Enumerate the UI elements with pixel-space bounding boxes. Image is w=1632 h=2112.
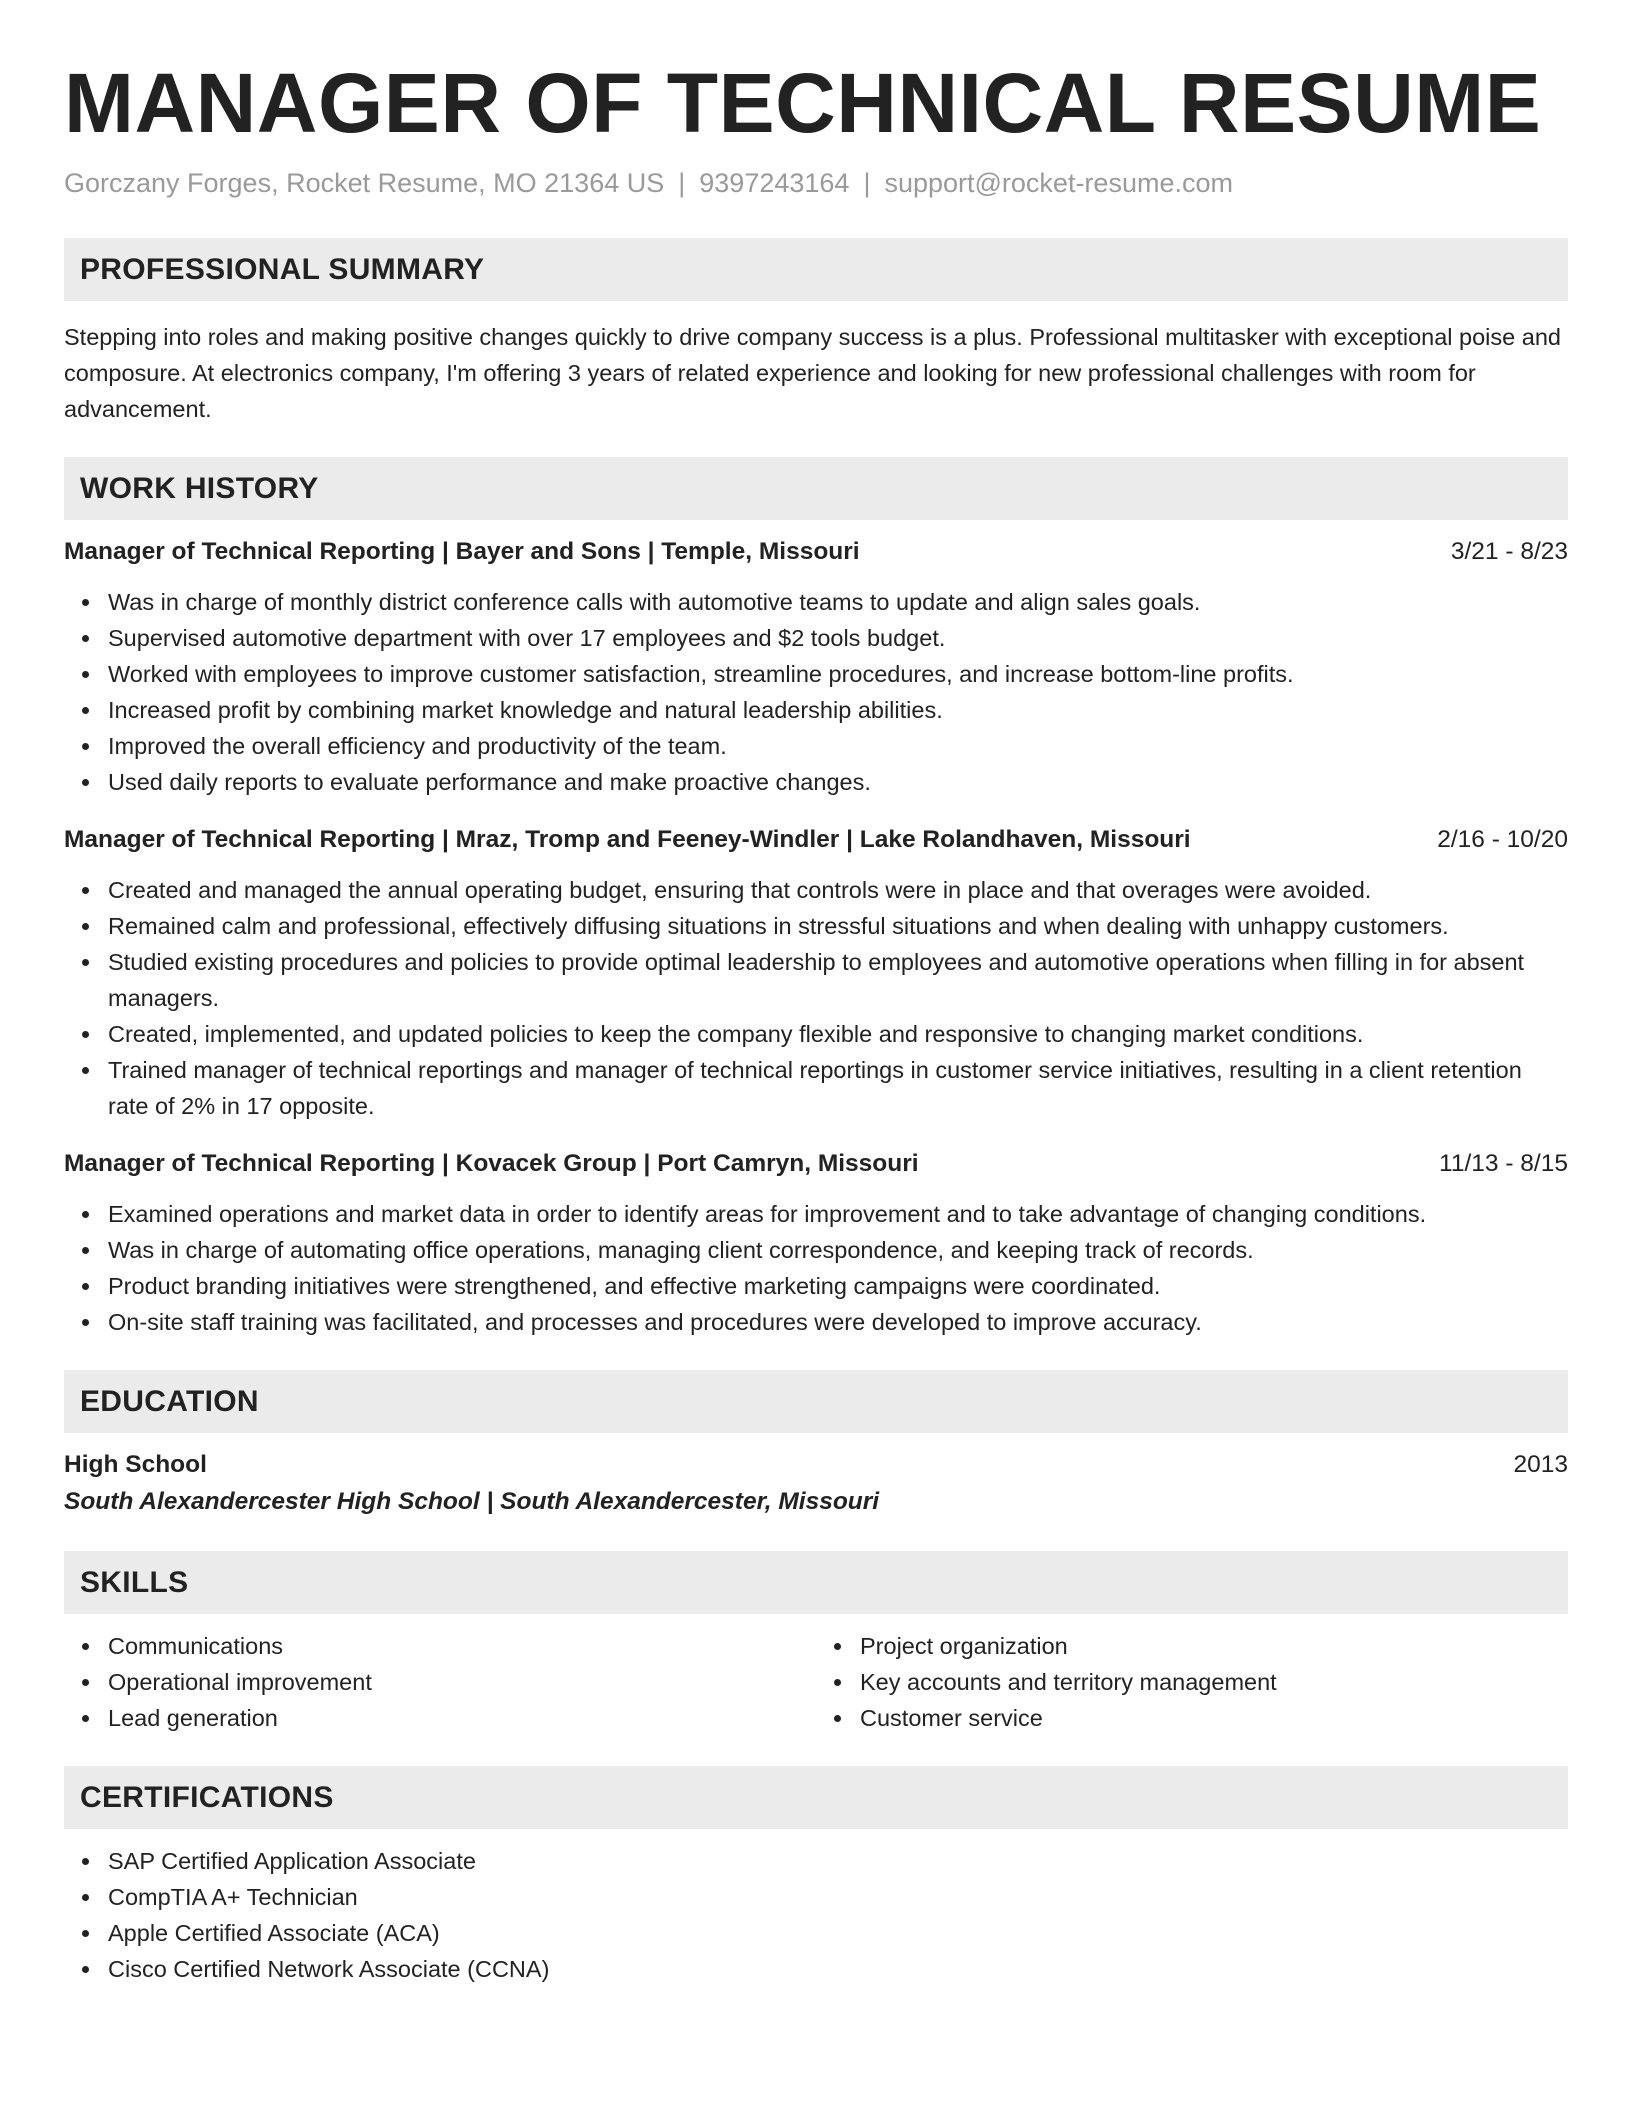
- skill-item: Key accounts and territory management: [860, 1664, 1568, 1700]
- education-degree: High School: [64, 1451, 207, 1478]
- job-entry: [64, 1146, 1568, 1340]
- job-bullet: Used daily reports to evaluate performance and make proactive changes.: [108, 764, 1568, 800]
- work-history-heading: WORK HISTORY: [64, 457, 1568, 520]
- job-bullet: Was in charge of automating office operations, managing client correspondence, and keeping track of records.: [108, 1232, 1568, 1268]
- education-section: [64, 1370, 1568, 1521]
- resume-title: MANAGER OF TECHNICAL RESUME: [64, 56, 1542, 150]
- skill-item: Operational improvement: [108, 1664, 816, 1700]
- skill-item: Communications: [108, 1628, 816, 1664]
- work-history-section: [64, 457, 1568, 1340]
- job-header: [64, 534, 1568, 570]
- job-bullet: Worked with employees to improve customer satisfaction, streamline procedures, and increase bottom-line profits.: [108, 656, 1568, 692]
- contact-line: [64, 166, 1568, 200]
- skills-section: [64, 1551, 1568, 1736]
- job-bullet: Increased profit by combining market knowledge and natural leadership abilities.: [108, 692, 1568, 728]
- skill-item: Customer service: [860, 1700, 1568, 1736]
- job-bullets: [64, 1196, 1568, 1340]
- contact-email: support@rocket-resume.com: [884, 168, 1233, 198]
- job-title: Manager of Technical Reporting | Mraz, Tromp and Feeney-Windler | Lake Rolandhaven, Missouri: [64, 826, 1191, 853]
- job-title: Manager of Technical Reporting | Bayer and Sons | Temple, Missouri: [64, 538, 860, 565]
- job-bullet: Created and managed the annual operating budget, ensuring that controls were in place and that overages were avoided.: [108, 872, 1568, 908]
- education-school: South Alexandercester High School | South Alexandercester, Missouri: [64, 1488, 880, 1515]
- job-header: [64, 1146, 1568, 1182]
- summary-section: [64, 238, 1568, 427]
- job-bullets: [64, 872, 1568, 1124]
- job-entry: [64, 822, 1568, 1124]
- certifications-section: [64, 1766, 1568, 1987]
- contact-separator: |: [863, 168, 871, 198]
- summary-text: Stepping into roles and making positive changes quickly to drive company success is a plus. Professional multitasker with exceptional poise and composure. At electronics company, I'm offering 3 years of related experience and looking for new professional challenges with room for advancement.: [64, 324, 1561, 422]
- contact-separator: |: [678, 168, 686, 198]
- job-bullets: [64, 584, 1568, 800]
- skill-item: Lead generation: [108, 1700, 816, 1736]
- job-dates: 3/21 - 8/23: [1450, 538, 1568, 565]
- certifications-list: [64, 1843, 1568, 1987]
- skills-grid: [64, 1628, 1568, 1736]
- contact-address: Gorczany Forges, Rocket Resume, MO 21364 US: [64, 168, 665, 198]
- education-header: [64, 1447, 1568, 1483]
- job-header: [64, 822, 1568, 858]
- job-bullet: Trained manager of technical reportings and manager of technical reportings in customer service initiatives, resulting in a client retention rate of 2% in 17 opposite.: [108, 1052, 1568, 1124]
- skill-item: Project organization: [860, 1628, 1568, 1664]
- job-bullet: Studied existing procedures and policies to provide optimal leadership to employees and automotive operations when filling in for absent managers.: [108, 944, 1568, 1016]
- contact-phone: 9397243164: [699, 168, 850, 198]
- certification-item: CompTIA A+ Technician: [108, 1879, 1568, 1915]
- job-bullet: Created, implemented, and updated policies to keep the company flexible and responsive to changing market conditions.: [108, 1016, 1568, 1052]
- job-bullet: On-site staff training was facilitated, and processes and procedures were developed to improve accuracy.: [108, 1304, 1568, 1340]
- job-title: Manager of Technical Reporting | Kovacek Group | Port Camryn, Missouri: [64, 1150, 919, 1177]
- certification-item: Cisco Certified Network Associate (CCNA): [108, 1951, 1568, 1987]
- skills-list-left: [64, 1628, 816, 1736]
- job-bullet: Remained calm and professional, effectively diffusing situations in stressful situations and when dealing with unhappy customers.: [108, 908, 1568, 944]
- summary-heading: PROFESSIONAL SUMMARY: [64, 238, 1568, 301]
- job-bullet: Product branding initiatives were strengthened, and effective marketing campaigns were coordinated.: [108, 1268, 1568, 1304]
- education-heading: EDUCATION: [64, 1370, 1568, 1433]
- job-entry: [64, 534, 1568, 800]
- job-bullet: Examined operations and market data in order to identify areas for improvement and to take advantage of changing conditions.: [108, 1196, 1568, 1232]
- certifications-heading: CERTIFICATIONS: [64, 1766, 1568, 1829]
- certification-item: SAP Certified Application Associate: [108, 1843, 1568, 1879]
- certification-item: Apple Certified Associate (ACA): [108, 1915, 1568, 1951]
- education-year: 2013: [1513, 1451, 1568, 1478]
- skills-list-right: [816, 1628, 1568, 1736]
- job-bullet: Improved the overall efficiency and productivity of the team.: [108, 728, 1568, 764]
- skills-heading: SKILLS: [64, 1551, 1568, 1614]
- job-bullet: Supervised automotive department with over 17 employees and $2 tools budget.: [108, 620, 1568, 656]
- job-dates: 2/16 - 10/20: [1437, 826, 1568, 853]
- job-dates: 11/13 - 8/15: [1439, 1150, 1568, 1177]
- job-bullet: Was in charge of monthly district conference calls with automotive teams to update and align sales goals.: [108, 584, 1568, 620]
